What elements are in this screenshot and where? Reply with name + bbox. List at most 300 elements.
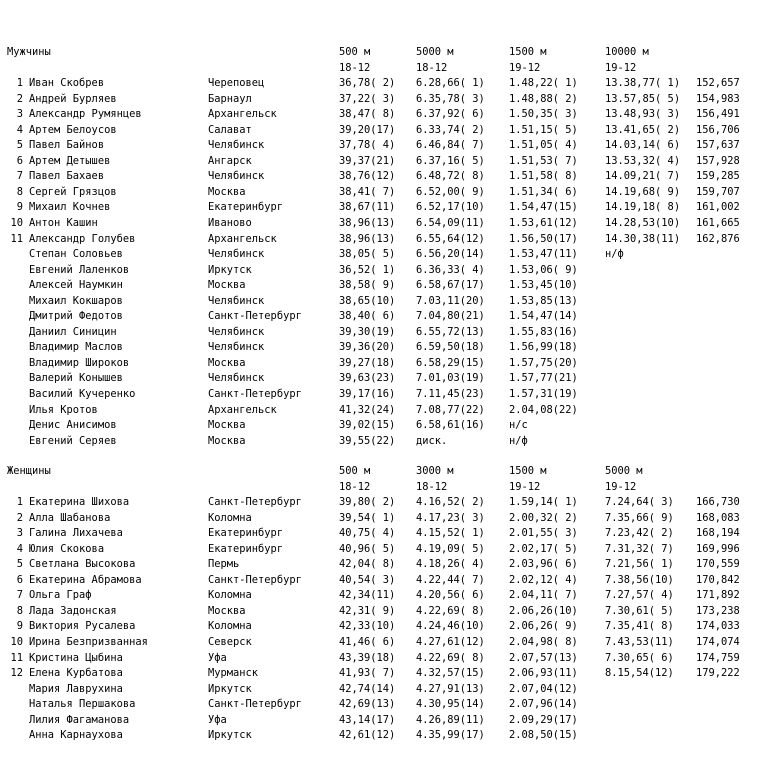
result-distance-3: 2.06,26( 9) [509,620,578,633]
athlete-name: Анна Карнаухова [29,729,123,742]
table-row [0,92,768,108]
table-row [0,713,768,729]
section-title: Женщины [7,465,51,477]
athlete-city: Челябинск [208,139,265,152]
table-row [0,371,768,387]
result-distance-2: 7.04,80(21) [416,310,485,323]
place: 9 [16,620,23,633]
total-points: 152,657 [696,77,740,90]
result-distance-4: 7.23,42( 2) [605,527,674,540]
result-distance-1: 42,31( 9) [339,604,396,617]
athlete-city: Москва [208,419,246,432]
place: 8 [16,185,23,198]
athlete-city: Барнаул [208,92,252,105]
athlete-city: Екатеринбург [208,201,284,214]
total-points: 174,759 [696,651,740,664]
result-distance-2: 4.15,52( 1) [416,527,485,540]
result-distance-3: 1.56,99(18) [509,341,578,354]
result-distance-2: 7.01,03(19) [416,372,485,385]
athlete-city: Челябинск [208,170,265,183]
distance-header: 3000 м [416,465,454,477]
result-distance-2: 4.22,44( 7) [416,573,485,586]
result-distance-2: 4.17,23( 3) [416,511,485,524]
result-distance-3: 1.57,77(21) [509,372,578,385]
result-distance-3: 1.50,35( 3) [509,108,578,121]
athlete-city: Санкт-Петербург [208,388,302,401]
result-distance-1: 39,55(22) [339,434,396,447]
athlete-name: Владимир Маслов [29,341,123,354]
result-distance-2: 6.37,92( 6) [416,108,485,121]
result-distance-1: 38,05( 5) [339,248,396,261]
table-row [0,542,768,558]
distance-header: 5000 м [605,465,643,477]
total-points: 169,996 [696,542,740,555]
result-distance-2: 6.58,29(15) [416,356,485,369]
place: 8 [16,604,23,617]
place: 1 [16,496,23,509]
total-points: 156,491 [696,108,740,121]
result-distance-1: 39,37(21) [339,154,396,167]
athlete-city: Салават [208,123,252,136]
athlete-city: Северск [208,636,252,649]
athlete-name: Степан Соловьев [29,248,123,261]
total-points: 174,074 [696,636,740,649]
athlete-name: Михаил Кочнев [29,201,111,214]
table-row [0,604,768,620]
table-row [0,682,768,698]
result-distance-1: 38,67(11) [339,201,396,214]
result-distance-1: 41,93( 7) [339,667,396,680]
athlete-city: Иркутск [208,263,252,276]
table-row [0,154,768,170]
table-row [0,138,768,154]
result-distance-4: 7.35,66( 9) [605,511,674,524]
men-results-section [0,45,768,449]
table-row [0,557,768,573]
distance-header: 1500 м [509,465,547,477]
table-row [0,185,768,201]
athlete-name: Елена Курбатова [29,667,123,680]
result-distance-2: 4.27,61(12) [416,636,485,649]
total-points: 168,194 [696,527,740,540]
date-header: 18-12 [339,480,371,493]
result-distance-2: 4.30,95(14) [416,698,485,711]
place: 11 [10,651,23,664]
athlete-name: Мария Лаврухина [29,682,123,695]
athlete-name: Павел Бахаев [29,170,105,183]
athlete-city: Уфа [208,713,227,726]
result-distance-1: 39,20(17) [339,123,396,136]
date-header: 19-12 [605,61,637,74]
result-distance-1: 38,65(10) [339,294,396,307]
result-distance-2: 6.55,72(13) [416,325,485,338]
place: 10 [10,217,23,230]
result-distance-3: 1.53,61(12) [509,217,578,230]
result-distance-3: н/с [509,419,528,432]
result-distance-4: 13.38,77( 1) [605,77,681,90]
athlete-city: Пермь [208,558,240,571]
result-distance-4: 14.19,18( 8) [605,201,681,214]
result-distance-2: 6.58,61(16) [416,419,485,432]
result-distance-3: 2.02,12( 4) [509,573,578,586]
athlete-city: Архангельск [208,108,277,121]
result-distance-4: 7.35,41( 8) [605,620,674,633]
distance-header: 500 м [339,465,371,477]
athlete-city: Ангарск [208,154,252,167]
athlete-name: Дмитрий Федотов [29,310,123,323]
result-distance-1: 40,75( 4) [339,527,396,540]
result-distance-2: 6.59,50(18) [416,341,485,354]
athlete-name: Светлана Высокова [29,558,136,571]
place: 10 [10,636,23,649]
table-row [0,247,768,263]
athlete-city: Челябинск [208,294,265,307]
table-row [0,573,768,589]
total-points: 159,707 [696,185,740,198]
result-distance-1: 39,54( 1) [339,511,396,524]
table-row [0,325,768,341]
result-distance-3: 1.51,05( 4) [509,139,578,152]
athlete-city: Санкт-Петербург [208,698,302,711]
result-distance-1: 42,61(12) [339,729,396,742]
result-distance-3: 1.51,58( 8) [509,170,578,183]
result-distance-3: 2.06,26(10) [509,604,578,617]
athlete-city: Москва [208,604,246,617]
place: 11 [10,232,23,245]
athlete-name: Александр Румянцев [29,108,142,121]
table-row [0,651,768,667]
result-distance-2: 7.03,11(20) [416,294,485,307]
result-distance-3: 1.48,88( 2) [509,92,578,105]
result-distance-2: 6.46,84( 7) [416,139,485,152]
result-distance-2: 6.37,16( 5) [416,154,485,167]
result-distance-2: 6.35,78( 3) [416,92,485,105]
result-distance-1: 38,96(13) [339,232,396,245]
result-distance-3: 1.57,31(19) [509,388,578,401]
result-distance-1: 39,02(15) [339,419,396,432]
result-distance-1: 40,96( 5) [339,542,396,555]
result-distance-1: 39,17(16) [339,388,396,401]
result-distance-1: 39,63(23) [339,372,396,385]
distance-header: 1500 м [509,46,547,58]
athlete-name: Павел Байнов [29,139,105,152]
table-row [0,76,768,92]
result-distance-2: 6.52,00( 9) [416,185,485,198]
athlete-city: Челябинск [208,372,265,385]
result-distance-2: 6.48,72( 8) [416,170,485,183]
athlete-name: Илья Кротов [29,403,98,416]
table-row [0,123,768,139]
athlete-name: Василий Кучеренко [29,388,136,401]
table-row [0,387,768,403]
athlete-name: Артем Детышев [29,154,111,167]
result-distance-1: 41,46( 6) [339,636,396,649]
result-distance-4: 7.38,56(10) [605,573,674,586]
date-header: 19-12 [605,480,637,493]
athlete-city: Санкт-Петербург [208,573,302,586]
athlete-name: Даниил Синицин [29,325,117,338]
result-distance-4: 14.09,21( 7) [605,170,681,183]
result-distance-1: 36,78( 2) [339,77,396,90]
result-distance-4: 7.30,61( 5) [605,604,674,617]
athlete-city: Коломна [208,511,252,524]
athlete-name: Лилия Фагаманова [29,713,130,726]
athlete-city: Архангельск [208,403,277,416]
result-distance-3: 2.00,32( 2) [509,511,578,524]
athlete-name: Артем Белоусов [29,123,117,136]
result-distance-3: н/ф [509,434,528,447]
result-distance-3: 1.51,15( 5) [509,123,578,136]
athlete-name: Лада Задонская [29,604,117,617]
result-distance-2: 4.19,09( 5) [416,542,485,555]
result-distance-3: 1.54,47(15) [509,201,578,214]
result-distance-3: 2.07,96(14) [509,698,578,711]
athlete-name: Михаил Кокшаров [29,294,123,307]
table-row [0,169,768,185]
result-distance-1: 39,27(18) [339,356,396,369]
table-row [0,666,768,682]
table-row [0,495,768,511]
total-points: 162,876 [696,232,740,245]
result-distance-4: 14.19,68( 9) [605,185,681,198]
total-points: 161,665 [696,217,740,230]
date-header: 19-12 [509,480,541,493]
table-row [0,526,768,542]
athlete-city: Москва [208,185,246,198]
athlete-city: Иркутск [208,682,252,695]
result-distance-4: 13.57,85( 5) [605,92,681,105]
result-distance-3: 1.59,14( 1) [509,496,578,509]
result-distance-3: 1.53,06( 9) [509,263,578,276]
result-distance-3: 1.53,85(13) [509,294,578,307]
table-row [0,278,768,294]
athlete-name: Юлия Скокова [29,542,105,555]
athlete-name: Евгений Лаленков [29,263,130,276]
result-distance-4: 13.53,32( 4) [605,154,681,167]
date-header: 19-12 [509,61,541,74]
result-distance-2: 6.33,74( 2) [416,123,485,136]
result-distance-4: 7.31,32( 7) [605,542,674,555]
result-distance-1: 39,36(20) [339,341,396,354]
athlete-city: Москва [208,434,246,447]
table-row [0,356,768,372]
distance-header: 5000 м [416,46,454,58]
athlete-name: Кристина Цыбина [29,651,123,664]
athlete-name: Антон Кашин [29,217,98,230]
place: 4 [16,542,23,555]
result-distance-2: 7.08,77(22) [416,403,485,416]
table-row [0,635,768,651]
result-distance-3: 1.51,34( 6) [509,185,578,198]
women-results-section [0,464,768,744]
athlete-city: Архангельск [208,232,277,245]
table-row [0,511,768,527]
athlete-name: Валерий Конышев [29,372,123,385]
date-header: 18-12 [416,61,448,74]
athlete-name: Иван Скобрев [29,77,105,90]
result-distance-2: 6.36,33( 4) [416,263,485,276]
table-row [0,588,768,604]
place: 5 [16,558,23,571]
result-distance-3: 1.53,45(10) [509,279,578,292]
result-distance-2: 4.16,52( 2) [416,496,485,509]
athlete-name: Денис Анисимов [29,419,117,432]
result-distance-4: 13.48,93( 3) [605,108,681,121]
athlete-name: Евгений Серяев [29,434,117,447]
athlete-name: Екатерина Абрамова [29,573,142,586]
result-distance-1: 38,40( 6) [339,310,396,323]
result-distance-1: 42,74(14) [339,682,396,695]
total-points: 159,285 [696,170,740,183]
athlete-name: Виктория Русалева [29,620,136,633]
total-points: 171,892 [696,589,740,602]
place: 12 [10,667,23,680]
result-distance-1: 42,34(11) [339,589,396,602]
result-distance-1: 43,39(18) [339,651,396,664]
athlete-city: Челябинск [208,341,265,354]
athlete-city: Иркутск [208,729,252,742]
result-distance-1: 40,54( 3) [339,573,396,586]
athlete-name: Алексей Наумкин [29,279,123,292]
results-table [0,76,768,449]
total-points: 157,637 [696,139,740,152]
result-distance-2: 4.32,57(15) [416,667,485,680]
athlete-name: Алла Шабанова [29,511,111,524]
result-distance-1: 38,96(13) [339,217,396,230]
place: 7 [16,589,23,602]
result-distance-3: 1.48,22( 1) [509,77,578,90]
athlete-city: Санкт-Петербург [208,310,302,323]
result-distance-3: 2.04,08(22) [509,403,578,416]
result-distance-2: 6.56,20(14) [416,248,485,261]
result-distance-3: 2.08,50(15) [509,729,578,742]
result-distance-2: 6.55,64(12) [416,232,485,245]
place: 6 [16,154,23,167]
result-distance-4: н/ф [605,248,624,261]
section-header-row [0,464,768,480]
place: 1 [16,77,23,90]
table-row [0,216,768,232]
table-row [0,418,768,434]
result-distance-1: 39,80( 2) [339,496,396,509]
result-distance-2: 6.58,67(17) [416,279,485,292]
result-distance-3: 2.06,93(11) [509,667,578,680]
athlete-city: Челябинск [208,248,265,261]
total-points: 173,238 [696,604,740,617]
distance-header: 10000 м [605,46,649,58]
result-distance-3: 1.51,53( 7) [509,154,578,167]
total-points: 170,559 [696,558,740,571]
result-distance-1: 37,78( 4) [339,139,396,152]
result-distance-4: 7.24,64( 3) [605,496,674,509]
athlete-name: Наталья Першакова [29,698,136,711]
total-points: 179,222 [696,667,740,680]
result-distance-4: 7.30,65( 6) [605,651,674,664]
result-distance-1: 38,47( 8) [339,108,396,121]
section-header-row [0,45,768,61]
athlete-name: Ольга Граф [29,589,92,602]
athlete-city: Санкт-Петербург [208,496,302,509]
table-row [0,434,768,450]
result-distance-4: 14.30,38(11) [605,232,681,245]
total-points: 156,706 [696,123,740,136]
place: 2 [16,511,23,524]
athlete-city: Уфа [208,651,227,664]
athlete-city: Челябинск [208,325,265,338]
total-points: 154,983 [696,92,740,105]
result-distance-2: 4.22,69( 8) [416,651,485,664]
result-distance-2: 4.22,69( 8) [416,604,485,617]
result-distance-1: 42,33(10) [339,620,396,633]
result-distance-2: 4.18,26( 4) [416,558,485,571]
place: 7 [16,170,23,183]
distance-header: 500 м [339,46,371,58]
total-points: 170,842 [696,573,740,586]
athlete-city: Коломна [208,589,252,602]
result-distance-3: 1.55,83(16) [509,325,578,338]
result-distance-3: 2.07,57(13) [509,651,578,664]
date-header: 18-12 [416,480,448,493]
athlete-name: Андрей Бурляев [29,92,117,105]
place: 5 [16,139,23,152]
place: 3 [16,108,23,121]
result-distance-3: 2.01,55( 3) [509,527,578,540]
result-distance-4: 14.28,53(10) [605,217,681,230]
athlete-city: Екатеринбург [208,542,284,555]
result-distance-3: 1.53,47(11) [509,248,578,261]
total-points: 174,033 [696,620,740,633]
athlete-city: Екатеринбург [208,527,284,540]
table-row [0,403,768,419]
athlete-name: Сергей Грязцов [29,185,117,198]
result-distance-2: диск. [416,434,448,447]
table-row [0,619,768,635]
result-distance-3: 2.04,98( 8) [509,636,578,649]
section-title: Мужчины [7,46,51,58]
result-distance-4: 7.43,53(11) [605,636,674,649]
result-distance-2: 6.28,66( 1) [416,77,485,90]
table-row [0,309,768,325]
result-distance-1: 38,58( 9) [339,279,396,292]
result-distance-2: 6.54,09(11) [416,217,485,230]
athlete-name: Ирина Безпризванная [29,636,148,649]
result-distance-1: 36,52( 1) [339,263,396,276]
result-distance-1: 41,32(24) [339,403,396,416]
result-distance-1: 42,04( 8) [339,558,396,571]
result-distance-2: 7.11,45(23) [416,388,485,401]
total-points: 166,730 [696,496,740,509]
place: 6 [16,573,23,586]
total-points: 161,002 [696,201,740,214]
table-row [0,263,768,279]
athlete-name: Галина Лихачева [29,527,123,540]
result-distance-1: 43,14(17) [339,713,396,726]
result-distance-2: 4.26,89(11) [416,713,485,726]
athlete-city: Коломна [208,620,252,633]
result-distance-4: 7.27,57( 4) [605,589,674,602]
result-distance-1: 38,76(12) [339,170,396,183]
place: 3 [16,527,23,540]
athlete-city: Иваново [208,217,252,230]
result-distance-3: 2.09,29(17) [509,713,578,726]
result-distance-1: 38,41( 7) [339,185,396,198]
place: 9 [16,201,23,214]
result-distance-3: 2.03,96( 6) [509,558,578,571]
athlete-name: Екатерина Шихова [29,496,130,509]
result-distance-2: 4.20,56( 6) [416,589,485,602]
result-distance-1: 42,69(13) [339,698,396,711]
result-distance-3: 2.07,04(12) [509,682,578,695]
